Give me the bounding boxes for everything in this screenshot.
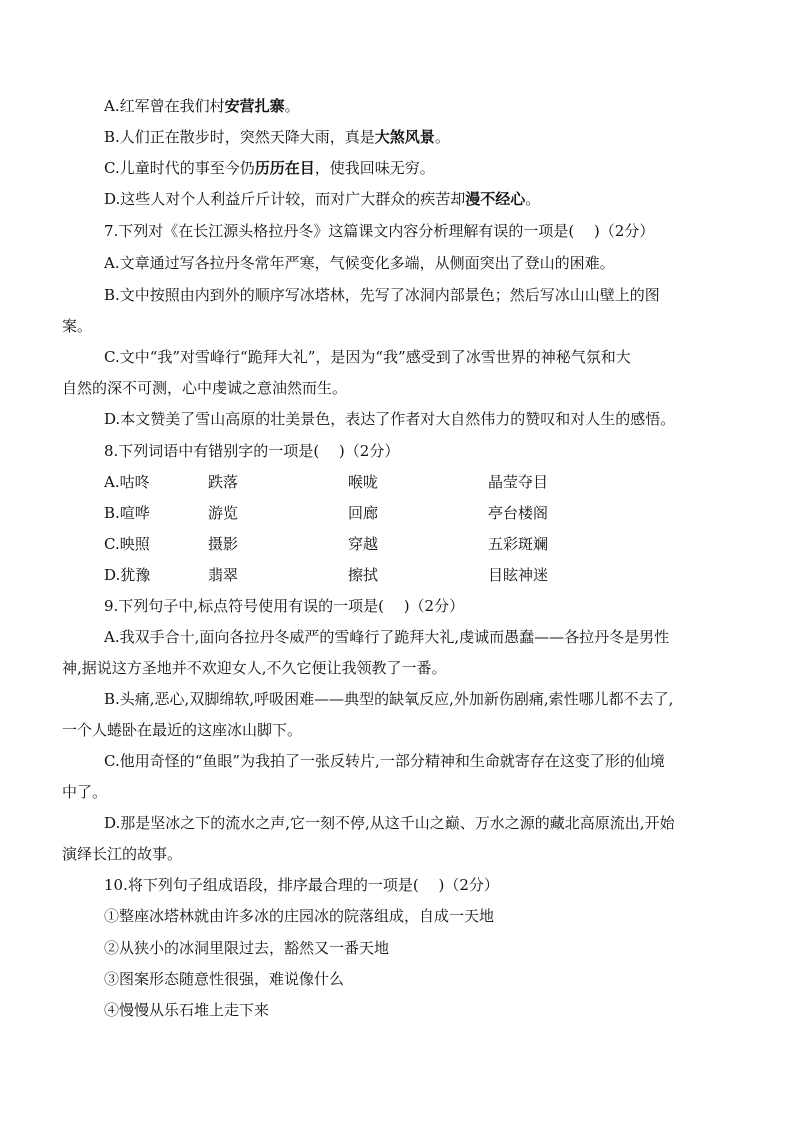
- q9-option-a-cont: 神,据说这方圣地并不欢迎女人,不久它便让我领教了一番。: [62, 659, 447, 677]
- q9-option-b-cont: 一个人蜷卧在最近的这座冰山脚下。: [62, 721, 303, 739]
- q6-option-b-text: B.人们正在散步时，突然天降大雨，真是: [104, 128, 375, 146]
- q10-stem: 10.将下列句子组成语段，排序最合理的一项是( )（2分）: [104, 876, 499, 894]
- q6-option-d: [104, 188, 732, 210]
- q10-sentence-1: ①整座冰塔林就由许多冰的庄园冰的院落组成，自成一天地: [104, 907, 495, 925]
- q8-cell: 五彩斑斓: [488, 535, 549, 553]
- q9-stem: 9.下列句子中,标点符号使用有误的一项是( )（2分）: [104, 597, 465, 615]
- q6-option-a-text: A.红军曾在我们村: [104, 97, 225, 115]
- q8-cell: 晶莹夺目: [488, 473, 549, 491]
- q9-option-d-cont: 演绎长江的故事。: [62, 845, 183, 863]
- q8-stem: 8.下列词语中有错别字的一项是( )（2分）: [104, 442, 400, 460]
- q6-option-a-end: 。: [284, 97, 300, 115]
- q7-option-c: C.文中“我”对雪峰行“跪拜大礼”，是因为“我”感受到了冰雪世界的神秘气氛和大: [104, 348, 631, 366]
- q8-cell: 喉咙: [348, 473, 379, 491]
- q9-option-c-cont: 中了。: [62, 783, 108, 801]
- q8-cell: 穿越: [348, 535, 379, 553]
- q7-stem: 7.下列对《在长江源头格拉丹冬》这篇课文内容分析理解有误的一项是( )（2分）: [104, 222, 655, 240]
- q10-sentence-2: ②从狭小的冰洞里限过去，豁然又一番天地: [104, 939, 390, 957]
- q8-cell: 目眩神迷: [488, 566, 549, 584]
- q9-option-c: C.他用奇怪的“鱼眼”为我拍了一张反转片,一部分精神和生命就寄存在这变了形的仙境: [104, 752, 665, 770]
- q7-option-b: B.文中按照由内到外的顺序写冰塔林，先写了冰洞内部景色；然后写冰山山壁上的图: [104, 286, 660, 304]
- q6-option-b: [104, 126, 732, 148]
- q8-cell: 回廊: [348, 504, 379, 522]
- q6-option-d-text: D.这些人对个人利益斤斤计较，而对广大群众的疾苦却: [104, 190, 466, 208]
- q8-cell: 擦拭: [348, 566, 379, 584]
- q10-sentence-4: ④慢慢从乐石堆上走下来: [104, 1001, 270, 1019]
- q8-cell: D.犹豫: [104, 566, 151, 584]
- q9-option-b: B.头痛,恶心,双脚绵软,呼吸困难——典型的缺氧反应,外加新伤剧痛,索性哪儿都不去了,: [104, 690, 674, 708]
- q6-option-a: [104, 95, 732, 117]
- q7-option-a: A.文章通过写各拉丹冬常年严寒，气候变化多端，从侧面突出了登山的困难。: [104, 254, 615, 272]
- q8-cell: 亭台楼阁: [488, 504, 549, 522]
- q8-cell: 摄影: [208, 535, 239, 553]
- q6-option-d-idiom: 漫不经心: [465, 190, 526, 208]
- q6-option-c-end: ，使我回味无穷。: [314, 159, 435, 177]
- q6-option-b-end: 。: [434, 128, 450, 146]
- q9-option-d: D.那是坚冰之下的流水之声,它一刻不停,从这千山之巅、万水之源的藏北高原流出,开始: [104, 814, 675, 832]
- q6-option-a-idiom: 安营扎寨: [224, 97, 285, 115]
- q8-cell: 跌落: [208, 473, 239, 491]
- q8-cell: C.映照: [104, 535, 150, 553]
- q6-option-b-idiom: 大煞风景: [374, 128, 435, 146]
- q8-cell: B.喧哗: [104, 504, 150, 522]
- q8-cell: 游览: [208, 504, 239, 522]
- q7-option-d: D.本文赞美了雪山高原的壮美景色，表达了作者对大自然伟力的赞叹和对人生的感悟。: [104, 410, 676, 428]
- q7-option-b-cont: 案。: [62, 317, 93, 335]
- q10-sentence-3: ③图案形态随意性很强，难说像什么: [104, 970, 345, 988]
- q8-cell: A.咕咚: [104, 473, 150, 491]
- q6-option-d-end: 。: [525, 190, 541, 208]
- q6-option-c-text: C.儿童时代的事至今仍: [104, 159, 255, 177]
- q6-option-c-idiom: 历历在目: [254, 159, 315, 177]
- q6-option-c: [104, 157, 732, 179]
- q7-option-c-cont: 自然的深不可测，心中虔诚之意油然而生。: [62, 379, 348, 397]
- q8-cell: 翡翠: [208, 566, 239, 584]
- q9-option-a: A.我双手合十,面向各拉丹冬威严的雪峰行了跪拜大礼,虔诚而愚蠢——各拉丹冬是男性: [104, 628, 670, 646]
